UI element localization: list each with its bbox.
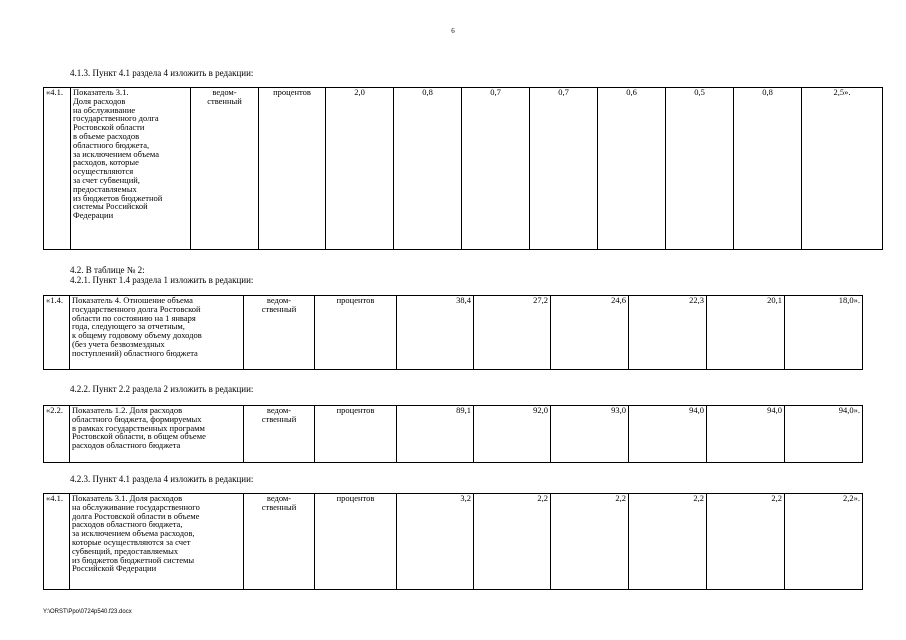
value-cell: 0,7 (462, 88, 530, 250)
value-cell: 89,1 (397, 406, 474, 463)
value-cell: 3,2 (397, 494, 474, 590)
value-cell: 2,2». (785, 494, 863, 590)
value-cell: 0,7 (530, 88, 598, 250)
indicator-type: ведом- ственный (191, 88, 259, 250)
value-cell: 94,0». (785, 406, 863, 463)
indicator-type: ведом- ственный (244, 494, 315, 590)
paragraph-4-2-3: 4.2.3. Пункт 4.1 раздела 4 изложить в редакции: (70, 474, 254, 484)
value-cell: 18,0». (785, 296, 863, 370)
value-cell: 92,0 (474, 406, 551, 463)
unit: процентов (315, 494, 397, 590)
table-2-2 (43, 405, 863, 463)
paragraph-4-1-3: 4.1.3. Пункт 4.1 раздела 4 изложить в редакции: (70, 68, 254, 78)
unit: процентов (259, 88, 326, 250)
indicator-name: Показатель 4. Отношение объема государственного долга Ростовской области по состоянию на 1 января года, следующего за отчетным, к общему годовому объему доходов (без учета безвозмездных поступлений) областного бюджета (70, 296, 244, 370)
unit: процентов (315, 406, 397, 463)
indicator-name: Показатель 1.2. Доля расходов областного бюджета, формируемых в рамках государственных программ Ростовской области, в общем объеме расходов областного бюджета (70, 406, 244, 463)
row-number: «1.4. (44, 296, 70, 370)
paragraph-4-2-1: 4.2.1. Пункт 1.4 раздела 1 изложить в редакции: (70, 275, 254, 285)
row-number: «2.2. (44, 406, 70, 463)
table-4-1-old (43, 87, 883, 250)
indicator-type: ведом- ственный (244, 406, 315, 463)
page-number: 6 (451, 27, 455, 35)
row-number: «4.1. (44, 88, 71, 250)
table-4-1-new (43, 493, 863, 590)
value-cell: 38,4 (397, 296, 474, 370)
value-cell: 2,2 (474, 494, 551, 590)
indicator-name: Показатель 3.1. Доля расходов на обслуживание государственного долга Ростовской области в объеме расходов областного бюджета, за исключением объема расходов, которые осуществляются за счет субвенций, предоставляемых из бюджетов бюджетной системы Российской Федерации (70, 494, 244, 590)
value-cell: 93,0 (551, 406, 629, 463)
value-cell: 2,2 (551, 494, 629, 590)
value-cell: 2,2 (629, 494, 707, 590)
value-cell: 24,6 (551, 296, 629, 370)
indicator-type: ведом- ственный (244, 296, 315, 370)
value-cell: 2,5». (802, 88, 883, 250)
value-cell: 94,0 (629, 406, 707, 463)
value-cell: 94,0 (707, 406, 785, 463)
value-cell: 22,3 (629, 296, 707, 370)
table-1-4 (43, 295, 863, 370)
value-cell: 0,5 (666, 88, 734, 250)
unit: процентов (315, 296, 397, 370)
value-cell: 0,6 (598, 88, 666, 250)
value-cell: 27,2 (474, 296, 551, 370)
paragraph-4-2-2: 4.2.2. Пункт 2.2 раздела 2 изложить в редакции: (70, 384, 254, 394)
value-cell: 20,1 (707, 296, 785, 370)
value-cell: 0,8 (394, 88, 462, 250)
value-cell: 0,8 (734, 88, 802, 250)
indicator-name: Показатель 3.1. Доля расходов на обслуживание государственного долга Ростовской области в объеме расходов областного бюджета, за исключением объема расходов, которые осуществляются за счет субвенций, предоставляемых из бюджетов бюджетной системы Российской Федерации (71, 88, 191, 250)
row-number: «4.1. (44, 494, 70, 590)
file-path-footer: Y:\ORST\Ppo\0724p540.f23.docx (43, 609, 132, 615)
value-cell: 2,2 (707, 494, 785, 590)
value-cell: 2,0 (326, 88, 394, 250)
paragraph-4-2: 4.2. В таблице № 2: (70, 265, 145, 275)
